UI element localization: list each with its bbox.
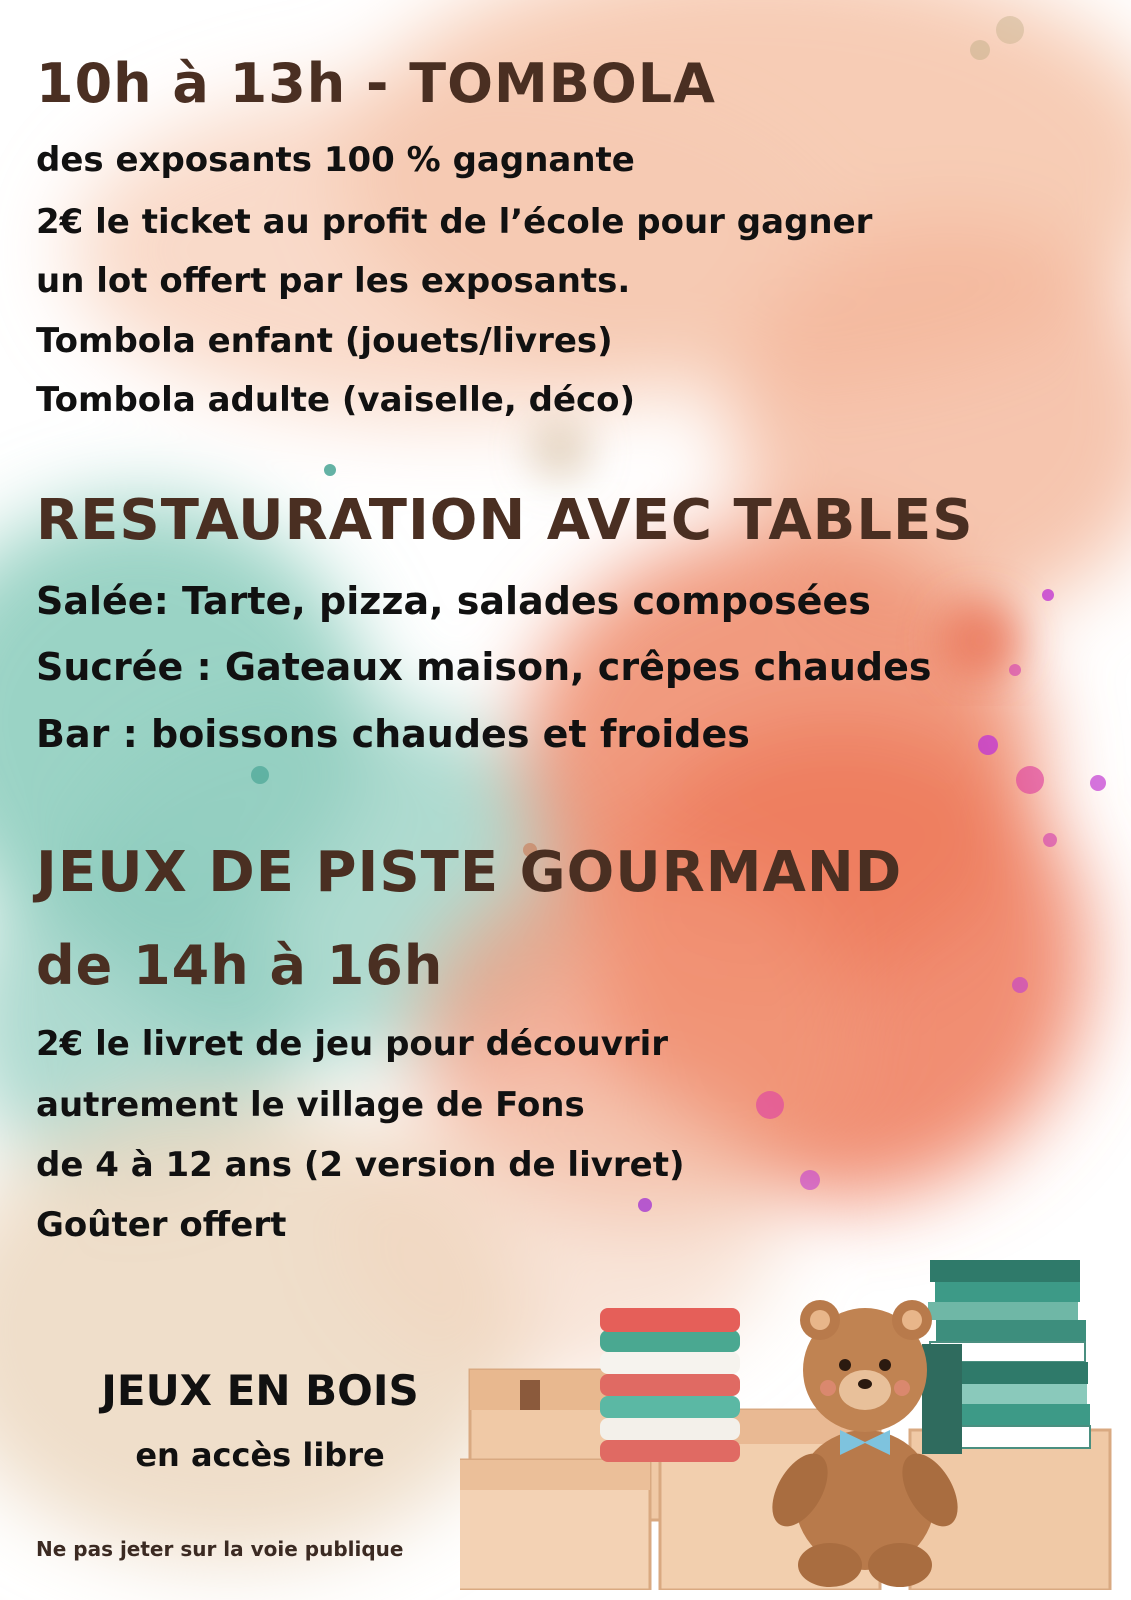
restauration-line-1: Salée: Tarte, pizza, salades composées bbox=[36, 579, 871, 623]
jeux-piste-subtitle: de 14h à 16h bbox=[36, 934, 444, 997]
clothes-stack-icon bbox=[600, 1308, 740, 1462]
tombola-line-5: Tombola adulte (vaiselle, déco) bbox=[36, 380, 636, 420]
jeux-piste-line-2: autrement le village de Fons bbox=[36, 1085, 585, 1125]
tombola-line-1: des exposants 100 % gagnante bbox=[36, 140, 635, 180]
jeux-piste-line-1: 2€ le livret de jeu pour découvrir bbox=[36, 1024, 669, 1064]
jeux-piste-line-3: de 4 à 12 ans (2 version de livret) bbox=[36, 1145, 685, 1185]
footer-notice: Ne pas jeter sur la voie publique bbox=[36, 1537, 404, 1561]
jeux-piste-title: JEUX DE PISTE GOURMAND bbox=[36, 840, 903, 905]
tombola-line-2: 2€ le ticket au profit de l’école pour gagner bbox=[36, 202, 873, 242]
restauration-title: RESTAURATION AVEC TABLES bbox=[36, 488, 974, 553]
books-stack-icon bbox=[922, 1260, 1090, 1454]
tombola-title: 10h à 13h - TOMBOLA bbox=[36, 52, 716, 115]
illustration bbox=[460, 1260, 1120, 1590]
tombola-line-4: Tombola enfant (jouets/livres) bbox=[36, 321, 613, 361]
restauration-line-3: Bar : boissons chaudes et froides bbox=[36, 712, 750, 756]
restauration-line-2: Sucrée : Gateaux maison, crêpes chaudes bbox=[36, 645, 932, 689]
jeux-piste-line-4: Goûter offert bbox=[36, 1205, 287, 1245]
tombola-line-3: un lot offert par les exposants. bbox=[36, 261, 631, 301]
jeux-bois-subtitle: en accès libre bbox=[135, 1436, 385, 1474]
jeux-bois-title: JEUX EN BOIS bbox=[101, 1366, 419, 1415]
